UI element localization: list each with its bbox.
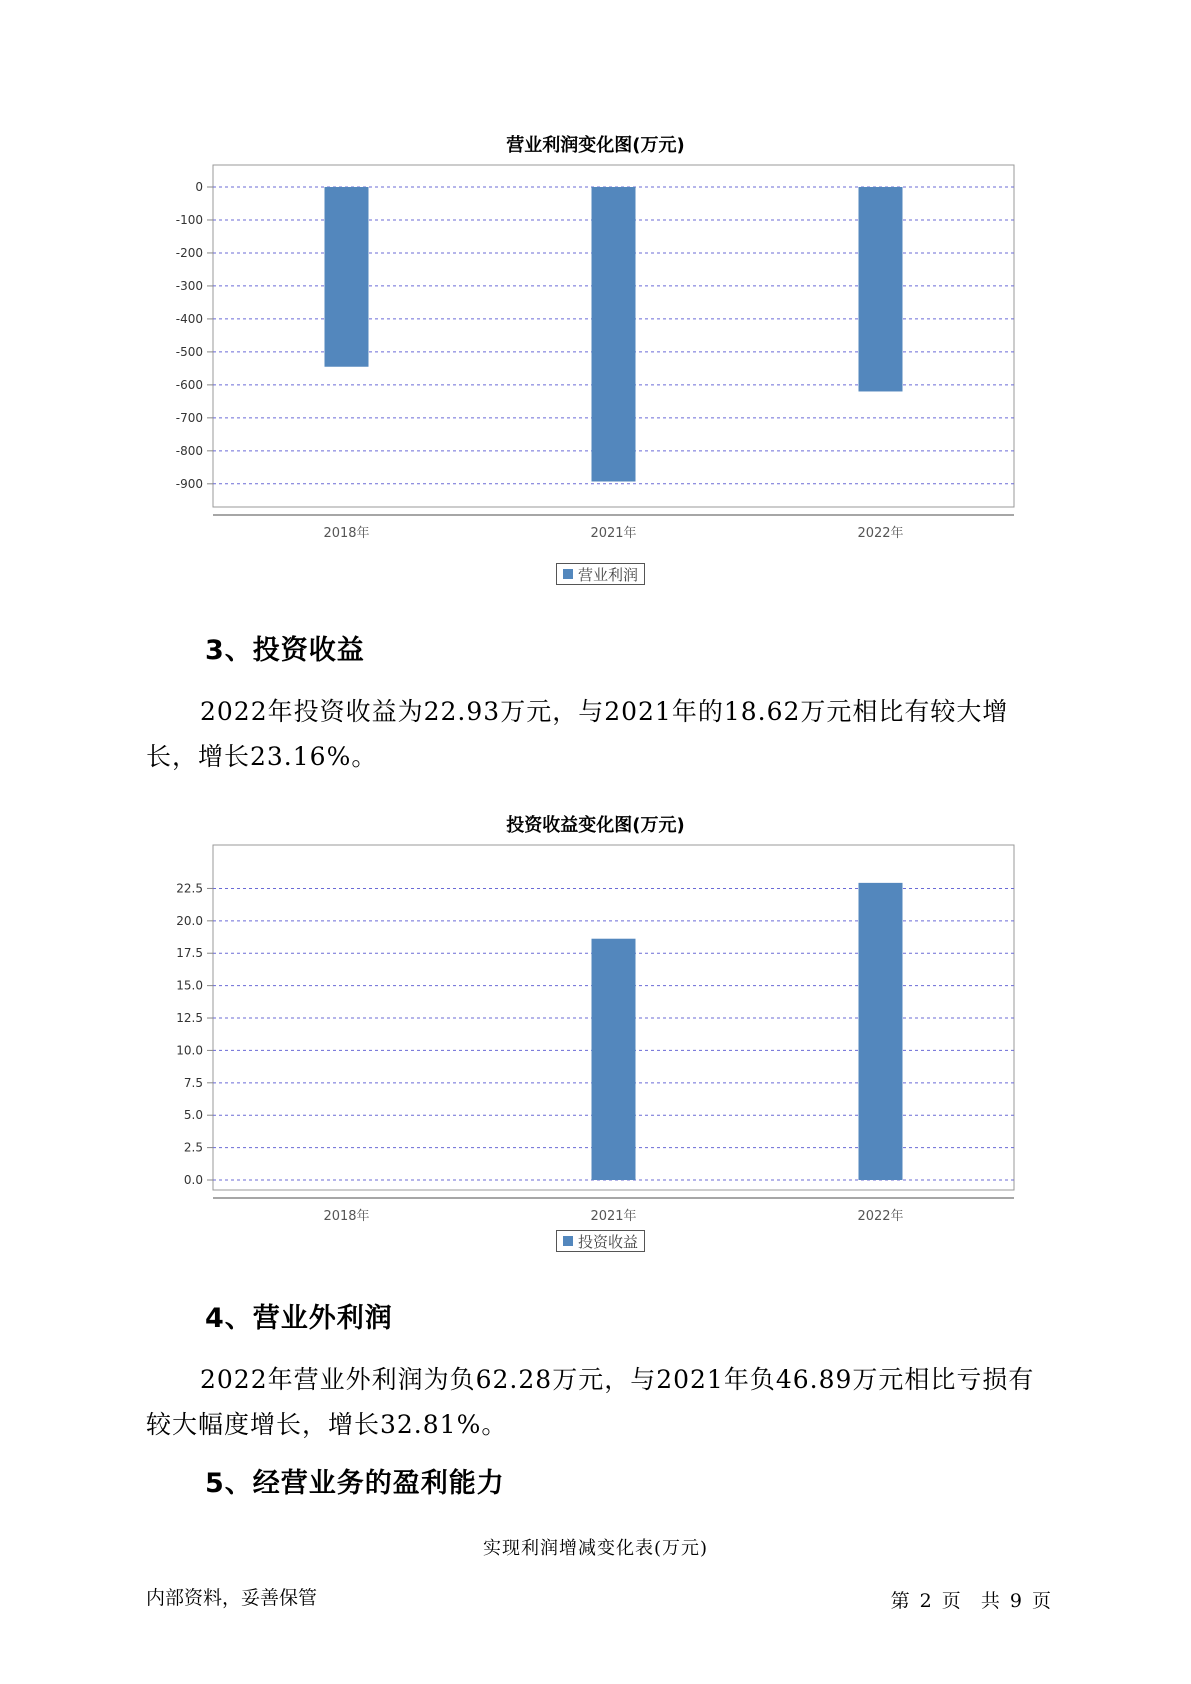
- section-heading-3: 3、投资收益: [205, 635, 365, 666]
- legend-swatch: [563, 1236, 573, 1246]
- y-tick-label: 17.5: [176, 946, 203, 961]
- investment-income-chart: [0, 845, 1191, 1224]
- bar: [325, 187, 369, 367]
- y-tick-label: -100: [175, 212, 203, 227]
- legend-label: 营业利润: [578, 565, 639, 584]
- bar: [592, 187, 636, 482]
- footer-confidential-note: 内部资料，妥善保管: [146, 1587, 318, 1609]
- y-tick-label: -200: [175, 245, 203, 260]
- y-tick-label: 12.5: [176, 1011, 203, 1026]
- y-tick-label: -700: [175, 410, 203, 425]
- y-tick-label: 15.0: [176, 978, 203, 993]
- y-tick-label: 0: [195, 180, 203, 194]
- y-tick-label: -900: [175, 476, 203, 491]
- x-tick-label: 2018年: [323, 526, 370, 541]
- section-heading-5: 5、经营业务的盈利能力: [205, 1468, 505, 1499]
- section-heading-4: 4、营业外利润: [205, 1303, 393, 1334]
- y-tick-label: 2.5: [183, 1140, 203, 1155]
- chart2-legend: [556, 1230, 645, 1252]
- operating-profit-chart: [0, 165, 1191, 541]
- y-tick-label: 22.5: [176, 881, 203, 896]
- y-tick-label: -800: [175, 443, 203, 458]
- bar: [592, 939, 636, 1180]
- y-tick-label: 0.0: [183, 1173, 203, 1187]
- y-tick-label: -300: [175, 278, 203, 293]
- footer-page-number: 第 2 页 共 9 页: [890, 1590, 1051, 1612]
- x-tick-label: 2022年: [857, 526, 904, 541]
- chart1-legend: [556, 563, 645, 585]
- y-tick-label: -500: [175, 344, 203, 359]
- table-caption: 实现利润增减变化表(万元): [482, 1538, 709, 1559]
- x-tick-label: 2022年: [857, 1209, 904, 1224]
- y-tick-label: 5.0: [183, 1108, 203, 1123]
- y-tick-label: 20.0: [176, 913, 203, 928]
- bar: [859, 187, 903, 391]
- x-tick-label: 2021年: [590, 1209, 637, 1224]
- section-3-paragraph: 2022年投资收益为22.93万元，与2021年的18.62万元相比有较大增长，增长23.16%。: [146, 697, 1009, 771]
- bar: [859, 883, 903, 1180]
- section-4-paragraph: 2022年营业外利润为负62.28万元，与2021年负46.89万元相比亏损有较大幅度增长，增长32.81%。: [146, 1365, 1035, 1439]
- y-tick-label: 7.5: [183, 1075, 203, 1090]
- legend-label: 投资收益: [578, 1232, 639, 1251]
- y-tick-label: -600: [175, 377, 203, 392]
- x-tick-label: 2021年: [590, 526, 637, 541]
- chart2-title: 投资收益变化图(万元): [506, 815, 685, 836]
- legend-swatch: [563, 569, 573, 579]
- chart1-title: 营业利润变化图(万元): [506, 135, 685, 156]
- y-tick-label: -400: [175, 311, 203, 326]
- y-tick-label: 10.0: [176, 1043, 203, 1058]
- x-tick-label: 2018年: [323, 1209, 370, 1224]
